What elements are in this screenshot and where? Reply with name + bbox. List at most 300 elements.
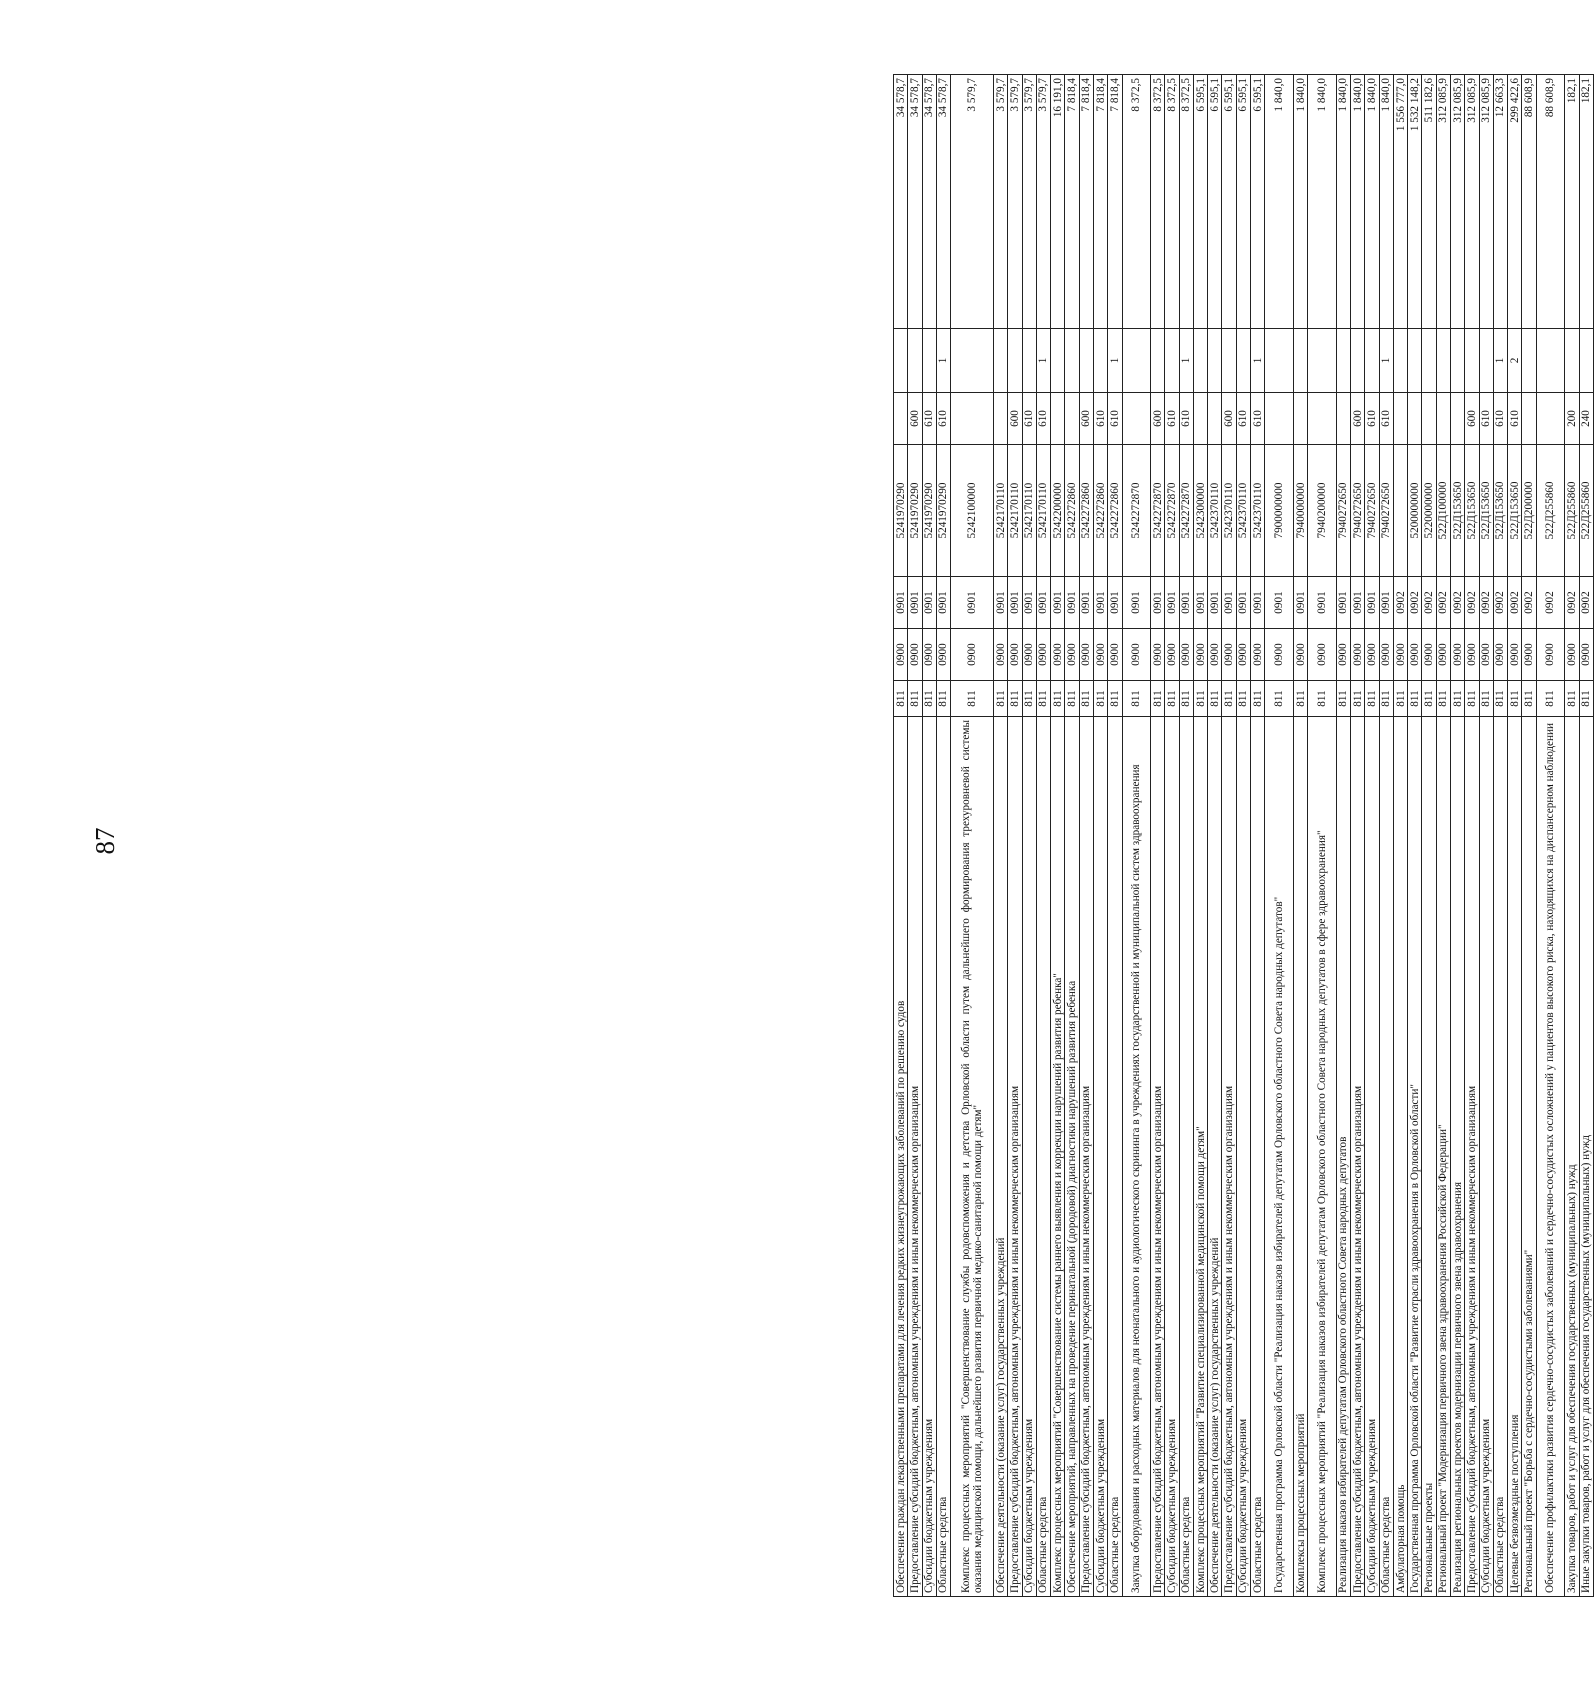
target-article-code: 5242370110 — [1208, 445, 1222, 577]
row-name: Комплексы процессных мероприятий — [1293, 717, 1307, 1597]
amount: 6 595,1 — [1222, 75, 1236, 329]
section-code: 0900 — [1422, 629, 1436, 681]
section-code: 0900 — [1450, 629, 1464, 681]
amount: 6 595,1 — [1251, 75, 1265, 329]
expense-type-code: 600 — [908, 393, 922, 445]
section-code: 0900 — [993, 629, 1007, 681]
table-row — [1465, 75, 1479, 1597]
target-article-code: 5242272860 — [1079, 445, 1093, 577]
section-code: 0900 — [951, 629, 994, 681]
section-code: 0900 — [1093, 629, 1107, 681]
target-group-code — [1365, 329, 1379, 393]
section-code: 0900 — [1193, 629, 1207, 681]
target-article-code: 7940272650 — [1379, 445, 1393, 577]
section-code: 0900 — [922, 629, 936, 681]
subsection-code: 0901 — [1051, 577, 1065, 629]
amount: 8 372,5 — [1179, 75, 1193, 329]
table-row — [1022, 75, 1036, 1597]
amount: 34 578,7 — [908, 75, 922, 329]
expense-type-code: 610 — [1379, 393, 1393, 445]
amount: 6 595,1 — [1208, 75, 1222, 329]
subsection-code: 0901 — [1122, 577, 1151, 629]
subsection-code: 0901 — [993, 577, 1007, 629]
subsection-code: 0901 — [1193, 577, 1207, 629]
grbs-code: 811 — [1336, 681, 1350, 717]
table-row — [1536, 75, 1565, 1597]
grbs-code: 811 — [1036, 681, 1050, 717]
row-name: Субсидии бюджетным учреждениям — [1022, 717, 1036, 1597]
amount: 1 840,0 — [1336, 75, 1350, 329]
row-name: Закупка оборудования и расходных материалов для неонатального и аудиологического скрининга в учреждениях государственной и муниципальной систем здравоохранения — [1122, 717, 1151, 1597]
row-name: Обеспечение деятельности (оказание услуг) государственных учреждений — [993, 717, 1007, 1597]
row-name: Областные средства — [1251, 717, 1265, 1597]
grbs-code: 811 — [1022, 681, 1036, 717]
table-row — [1051, 75, 1065, 1597]
grbs-code: 811 — [1522, 681, 1536, 717]
target-group-code — [1122, 329, 1151, 393]
row-name: Обеспечение профилактики развития сердечно-сосудистых заболеваний и сердечно-сосудистых осложнений у пациентов высокого риска, находящихся на диспансерном наблюдении — [1536, 717, 1565, 1597]
row-name: Обеспечение граждан лекарственными препаратами для лечения редких жизнеугрожающих заболеваний по решению судов — [894, 717, 908, 1597]
row-name: Областные средства — [1179, 717, 1193, 1597]
grbs-code: 811 — [908, 681, 922, 717]
table-row — [936, 75, 950, 1597]
grbs-code: 811 — [1465, 681, 1479, 717]
grbs-code: 811 — [1493, 681, 1507, 717]
target-group-code — [1022, 329, 1036, 393]
grbs-code: 811 — [1308, 681, 1337, 717]
grbs-code: 811 — [993, 681, 1007, 717]
section-code: 0900 — [1465, 629, 1479, 681]
section-code: 0900 — [1508, 629, 1522, 681]
amount: 312 085,9 — [1450, 75, 1464, 329]
table-row — [1422, 75, 1436, 1597]
subsection-code: 0901 — [1265, 577, 1294, 629]
table-row — [951, 75, 994, 1597]
section-code: 0900 — [1236, 629, 1250, 681]
grbs-code: 811 — [1208, 681, 1222, 717]
subsection-code: 0902 — [1579, 577, 1593, 629]
expense-type-code: 610 — [1479, 393, 1493, 445]
expense-type-code — [1450, 393, 1464, 445]
row-name: Субсидии бюджетным учреждениям — [1165, 717, 1179, 1597]
target-group-code: 1 — [1179, 329, 1193, 393]
subsection-code: 0902 — [1522, 577, 1536, 629]
amount: 7 818,4 — [1065, 75, 1079, 329]
amount: 1 532 148,2 — [1408, 75, 1422, 329]
table-row — [1008, 75, 1022, 1597]
row-name: Целевые безвозмездные поступления — [1508, 717, 1522, 1597]
target-article-code: 5242272870 — [1179, 445, 1193, 577]
subsection-code: 0901 — [1379, 577, 1393, 629]
target-article-code: 7900000000 — [1265, 445, 1294, 577]
target-article-code — [1393, 445, 1407, 577]
amount: 34 578,7 — [894, 75, 908, 329]
target-article-code: 5242272860 — [1093, 445, 1107, 577]
amount: 182,1 — [1565, 75, 1579, 329]
grbs-code: 811 — [1122, 681, 1151, 717]
row-name: Амбулаторная помощь — [1393, 717, 1407, 1597]
target-article-code: 5241970290 — [922, 445, 936, 577]
grbs-code: 811 — [1079, 681, 1093, 717]
amount: 1 556 777,0 — [1393, 75, 1407, 329]
expense-type-code: 610 — [922, 393, 936, 445]
amount: 34 578,7 — [922, 75, 936, 329]
amount: 88 608,9 — [1536, 75, 1565, 329]
target-article-code: 5242200000 — [1051, 445, 1065, 577]
grbs-code: 811 — [922, 681, 936, 717]
target-article-code: 5200000000 — [1408, 445, 1422, 577]
amount: 3 579,7 — [1036, 75, 1050, 329]
section-code: 0900 — [908, 629, 922, 681]
section-code: 0900 — [1336, 629, 1350, 681]
expense-type-code: 610 — [1108, 393, 1122, 445]
expense-type-code — [1265, 393, 1294, 445]
row-name: Реализация региональных проектов модернизации первичного звена здравоохранения — [1450, 717, 1464, 1597]
subsection-code: 0901 — [1222, 577, 1236, 629]
grbs-code: 811 — [1379, 681, 1393, 717]
target-article-code: 522Д153650 — [1450, 445, 1464, 577]
target-group-code — [1351, 329, 1365, 393]
subsection-code: 0901 — [1336, 577, 1350, 629]
subsection-code: 0902 — [1422, 577, 1436, 629]
row-name: Областные средства — [1036, 717, 1050, 1597]
row-name: Предоставление субсидий бюджетным, автономным учреждениям и иным некоммерческим организациям — [1222, 717, 1236, 1597]
table-row — [1265, 75, 1294, 1597]
row-name: Областные средства — [936, 717, 950, 1597]
amount: 1 840,0 — [1351, 75, 1365, 329]
section-code: 0900 — [1251, 629, 1265, 681]
section-code: 0900 — [1393, 629, 1407, 681]
target-group-code — [1151, 329, 1165, 393]
row-name: Субсидии бюджетным учреждениям — [1365, 717, 1379, 1597]
subsection-code: 0902 — [1508, 577, 1522, 629]
amount: 1 840,0 — [1265, 75, 1294, 329]
amount: 7 818,4 — [1093, 75, 1107, 329]
row-name: Комплекс процессных мероприятий "Совершенствование службы родовспоможения и детства Орловской области путем дальнейшего формирования трехуровневой системы оказания медицинской помощи, дальнейшего развития первичной медико-санитарной помощи детям" — [951, 717, 994, 1597]
expense-type-code: 600 — [1222, 393, 1236, 445]
grbs-code: 811 — [1479, 681, 1493, 717]
table-row — [1065, 75, 1079, 1597]
target-article-code: 5242370110 — [1236, 445, 1250, 577]
section-code: 0900 — [1536, 629, 1565, 681]
grbs-code: 811 — [1193, 681, 1207, 717]
expense-type-code — [951, 393, 994, 445]
table-row — [1251, 75, 1265, 1597]
target-article-code: 522Д100000 — [1436, 445, 1450, 577]
row-name: Иные закупки товаров, работ и услуг для обеспечения государственных (муниципальных) нужд — [1579, 717, 1593, 1597]
grbs-code: 811 — [1151, 681, 1165, 717]
section-code: 0900 — [1265, 629, 1294, 681]
target-group-code — [993, 329, 1007, 393]
grbs-code: 811 — [894, 681, 908, 717]
table-row — [1408, 75, 1422, 1597]
section-code: 0900 — [1051, 629, 1065, 681]
expense-type-code — [1336, 393, 1350, 445]
subsection-code: 0902 — [1465, 577, 1479, 629]
table-row — [908, 75, 922, 1597]
table-row — [894, 75, 908, 1597]
subsection-code: 0902 — [1493, 577, 1507, 629]
target-group-code: 1 — [1493, 329, 1507, 393]
section-code: 0900 — [1022, 629, 1036, 681]
target-group-code: 2 — [1508, 329, 1522, 393]
target-group-code — [1536, 329, 1565, 393]
table-row — [1450, 75, 1464, 1597]
grbs-code: 811 — [1108, 681, 1122, 717]
section-code: 0900 — [1222, 629, 1236, 681]
section-code: 0900 — [1208, 629, 1222, 681]
expense-type-code: 240 — [1579, 393, 1593, 445]
target-article-code: 5242170110 — [993, 445, 1007, 577]
row-name: Субсидии бюджетным учреждениям — [1093, 717, 1107, 1597]
section-code: 0900 — [1565, 629, 1579, 681]
expense-type-code — [1408, 393, 1422, 445]
target-group-code — [1579, 329, 1593, 393]
grbs-code: 811 — [1351, 681, 1365, 717]
subsection-code: 0901 — [1251, 577, 1265, 629]
grbs-code: 811 — [1008, 681, 1022, 717]
table-row — [1108, 75, 1122, 1597]
section-code: 0900 — [1065, 629, 1079, 681]
row-name: Областные средства — [1108, 717, 1122, 1597]
target-group-code — [1479, 329, 1493, 393]
target-article-code: 7940200000 — [1308, 445, 1337, 577]
target-group-code — [1065, 329, 1079, 393]
grbs-code: 811 — [1222, 681, 1236, 717]
target-article-code: 5241970290 — [936, 445, 950, 577]
expense-type-code: 610 — [1165, 393, 1179, 445]
table-row — [1365, 75, 1379, 1597]
grbs-code: 811 — [1365, 681, 1379, 717]
amount: 3 579,7 — [993, 75, 1007, 329]
section-code: 0900 — [1122, 629, 1151, 681]
grbs-code: 811 — [1408, 681, 1422, 717]
row-name: Предоставление субсидий бюджетным, автономным учреждениям и иным некоммерческим организациям — [1151, 717, 1165, 1597]
target-group-code — [908, 329, 922, 393]
amount: 312 085,9 — [1465, 75, 1479, 329]
expense-type-code: 600 — [1151, 393, 1165, 445]
expense-type-code — [1393, 393, 1407, 445]
expense-type-code: 610 — [1508, 393, 1522, 445]
target-article-code: 5242170110 — [1008, 445, 1022, 577]
subsection-code: 0901 — [1308, 577, 1337, 629]
section-code: 0900 — [1436, 629, 1450, 681]
expense-type-code: 610 — [1493, 393, 1507, 445]
grbs-code: 811 — [1251, 681, 1265, 717]
target-group-code: 1 — [1251, 329, 1265, 393]
table-row — [1208, 75, 1222, 1597]
target-article-code: 5241970290 — [908, 445, 922, 577]
subsection-code: 0901 — [1351, 577, 1365, 629]
row-name: Предоставление субсидий бюджетным, автономным учреждениям и иным некоммерческим организациям — [1079, 717, 1093, 1597]
grbs-code: 811 — [1093, 681, 1107, 717]
amount: 8 372,5 — [1122, 75, 1151, 329]
table-row — [1493, 75, 1507, 1597]
section-code: 0900 — [1151, 629, 1165, 681]
table-body — [894, 75, 1594, 1597]
row-name: Обеспечение деятельности (оказание услуг) государственных учреждений — [1208, 717, 1222, 1597]
subsection-code: 0902 — [1450, 577, 1464, 629]
row-name: Комплекс процессных мероприятий "Развитие специализированной медицинской помощи детям" — [1193, 717, 1207, 1597]
subsection-code: 0902 — [1436, 577, 1450, 629]
table-row — [1579, 75, 1593, 1597]
target-group-code — [951, 329, 994, 393]
table-row — [1336, 75, 1350, 1597]
expense-type-code — [1051, 393, 1065, 445]
subsection-code: 0902 — [1479, 577, 1493, 629]
amount: 312 085,9 — [1479, 75, 1493, 329]
section-code: 0900 — [1365, 629, 1379, 681]
target-article-code: 7940272650 — [1365, 445, 1379, 577]
expense-type-code: 600 — [1351, 393, 1365, 445]
table-row — [1036, 75, 1050, 1597]
table-row — [1479, 75, 1493, 1597]
grbs-code: 811 — [1051, 681, 1065, 717]
section-code: 0900 — [1522, 629, 1536, 681]
amount: 16 191,0 — [1051, 75, 1065, 329]
target-article-code: 522Д153650 — [1479, 445, 1493, 577]
grbs-code: 811 — [1065, 681, 1079, 717]
row-name: Закупка товаров, работ и услуг для обеспечения государственных (муниципальных) нужд — [1565, 717, 1579, 1597]
target-article-code: 522Д255860 — [1579, 445, 1593, 577]
grbs-code: 811 — [1265, 681, 1294, 717]
expense-type-code: 200 — [1565, 393, 1579, 445]
amount: 1 840,0 — [1293, 75, 1307, 329]
subsection-code: 0902 — [1393, 577, 1407, 629]
grbs-code: 811 — [1536, 681, 1565, 717]
target-group-code — [1222, 329, 1236, 393]
subsection-code: 0901 — [1065, 577, 1079, 629]
row-name: Обеспечение мероприятий, направленных на проведение перинатальной (дородовой) диагностики нарушений развития ребенка — [1065, 717, 1079, 1597]
row-name: Субсидии бюджетным учреждениям — [1236, 717, 1250, 1597]
target-group-code — [1093, 329, 1107, 393]
subsection-code: 0902 — [1536, 577, 1565, 629]
target-group-code — [1079, 329, 1093, 393]
table-row — [1565, 75, 1579, 1597]
subsection-code: 0901 — [1179, 577, 1193, 629]
amount: 312 085,9 — [1436, 75, 1450, 329]
amount: 7 818,4 — [1079, 75, 1093, 329]
expense-type-code — [1436, 393, 1450, 445]
target-article-code: 5242272870 — [1165, 445, 1179, 577]
target-article-code: 7940272650 — [1351, 445, 1365, 577]
table-row — [993, 75, 1007, 1597]
subsection-code: 0901 — [894, 577, 908, 629]
table-row — [1236, 75, 1250, 1597]
target-article-code: 5242272870 — [1151, 445, 1165, 577]
target-group-code — [922, 329, 936, 393]
target-article-code: 522Д200000 — [1522, 445, 1536, 577]
subsection-code: 0901 — [1151, 577, 1165, 629]
grbs-code: 811 — [1165, 681, 1179, 717]
grbs-code: 811 — [1565, 681, 1579, 717]
target-article-code: 5242370110 — [1222, 445, 1236, 577]
target-group-code — [1265, 329, 1294, 393]
target-article-code: 5242170110 — [1036, 445, 1050, 577]
target-group-code — [1051, 329, 1065, 393]
target-group-code — [1008, 329, 1022, 393]
target-group-code — [1236, 329, 1250, 393]
target-article-code: 522Д153650 — [1508, 445, 1522, 577]
amount: 6 595,1 — [1236, 75, 1250, 329]
target-article-code: 5242272860 — [1065, 445, 1079, 577]
subsection-code: 0901 — [1036, 577, 1050, 629]
table-row — [1093, 75, 1107, 1597]
expense-type-code — [1122, 393, 1151, 445]
expense-type-code — [1293, 393, 1307, 445]
grbs-code: 811 — [1579, 681, 1593, 717]
target-group-code — [1422, 329, 1436, 393]
table-row — [1393, 75, 1407, 1597]
subsection-code: 0901 — [922, 577, 936, 629]
section-code: 0900 — [1493, 629, 1507, 681]
row-name: Государственная программа Орловской области "Развитие отрасли здравоохранения в Орловской области" — [1408, 717, 1422, 1597]
expense-type-code: 610 — [1036, 393, 1050, 445]
table-row — [1522, 75, 1536, 1597]
expense-type-code: 610 — [1022, 393, 1036, 445]
expense-type-code: 600 — [1008, 393, 1022, 445]
target-group-code — [1165, 329, 1179, 393]
section-code: 0900 — [894, 629, 908, 681]
row-name: Предоставление субсидий бюджетным, автономным учреждениям и иным некоммерческим организациям — [1351, 717, 1365, 1597]
target-group-code — [1293, 329, 1307, 393]
subsection-code: 0901 — [908, 577, 922, 629]
table-row — [922, 75, 936, 1597]
target-group-code — [894, 329, 908, 393]
target-article-code: 5242170110 — [1022, 445, 1036, 577]
expense-type-code — [1422, 393, 1436, 445]
table-row — [1308, 75, 1337, 1597]
section-code: 0900 — [1293, 629, 1307, 681]
page-number: 87 — [90, 827, 120, 855]
table-row — [1293, 75, 1307, 1597]
target-article-code: 522Д153650 — [1465, 445, 1479, 577]
subsection-code: 0902 — [1565, 577, 1579, 629]
target-group-code — [1408, 329, 1422, 393]
grbs-code: 811 — [1508, 681, 1522, 717]
row-name: Предоставление субсидий бюджетным, автономным учреждениям и иным некоммерческим организациям — [1008, 717, 1022, 1597]
expense-type-code — [1522, 393, 1536, 445]
expense-type-code — [1536, 393, 1565, 445]
target-group-code — [1436, 329, 1450, 393]
section-code: 0900 — [1579, 629, 1593, 681]
row-name: Субсидии бюджетным учреждениям — [1479, 717, 1493, 1597]
row-name: Областные средства — [1493, 717, 1507, 1597]
subsection-code: 0901 — [1108, 577, 1122, 629]
subsection-code: 0901 — [1022, 577, 1036, 629]
grbs-code: 811 — [936, 681, 950, 717]
row-name: Предоставление субсидий бюджетным, автономным учреждениям и иным некоммерческим организациям — [908, 717, 922, 1597]
row-name: Региональный проект "Модернизация первичного звена здравоохранения Российской Федерации" — [1436, 717, 1450, 1597]
target-group-code: 1 — [1036, 329, 1050, 393]
amount: 3 579,7 — [951, 75, 994, 329]
table-row — [1222, 75, 1236, 1597]
section-code: 0900 — [1408, 629, 1422, 681]
table-row — [1508, 75, 1522, 1597]
expense-type-code — [894, 393, 908, 445]
section-code: 0900 — [1079, 629, 1093, 681]
amount: 1 840,0 — [1308, 75, 1337, 329]
table-row — [1151, 75, 1165, 1597]
target-group-code — [1450, 329, 1464, 393]
section-code: 0900 — [936, 629, 950, 681]
section-code: 0900 — [1479, 629, 1493, 681]
target-group-code: 1 — [1379, 329, 1393, 393]
target-group-code — [1565, 329, 1579, 393]
table-row — [1079, 75, 1093, 1597]
amount: 88 608,9 — [1522, 75, 1536, 329]
amount: 34 578,7 — [936, 75, 950, 329]
